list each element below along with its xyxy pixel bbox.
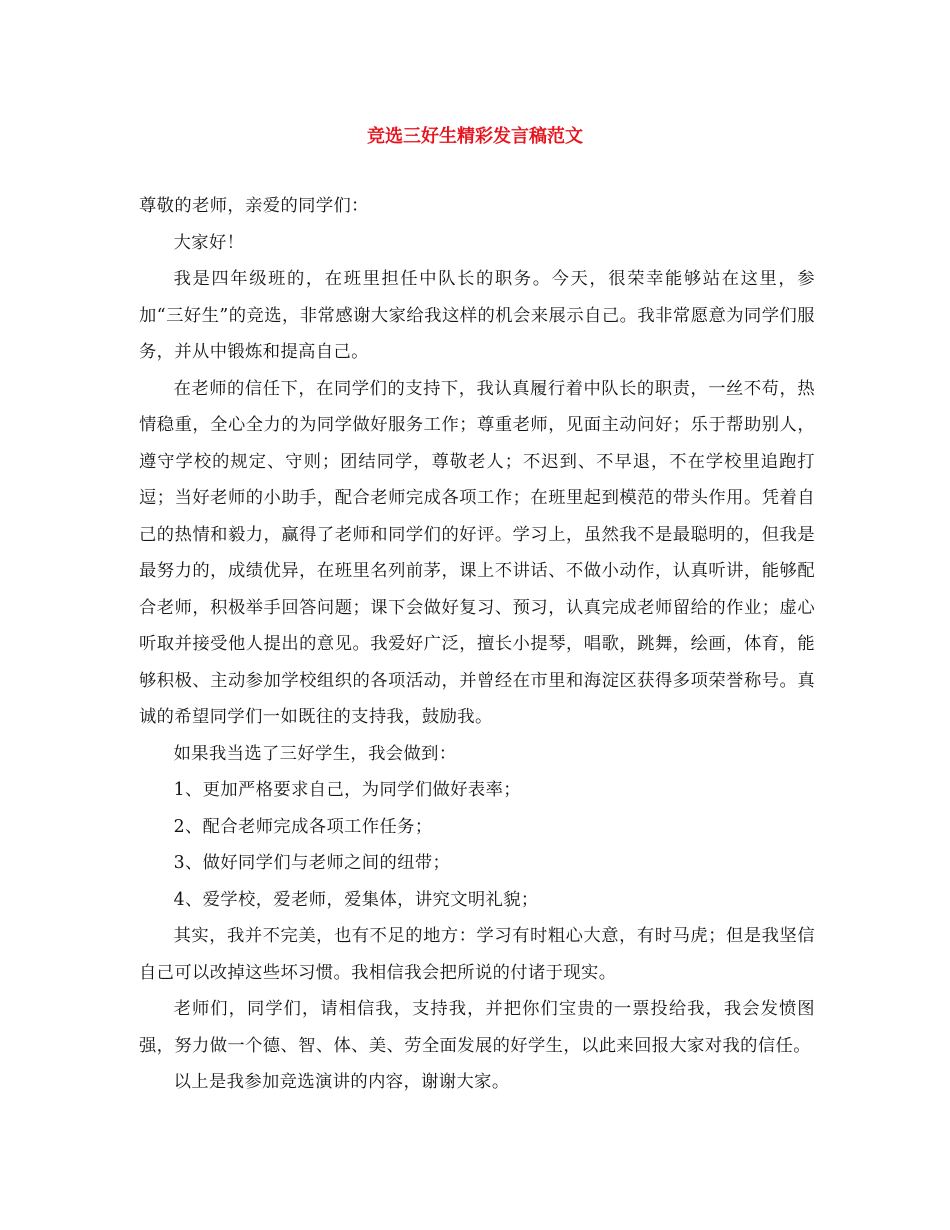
list-item-promise-2: 2、配合老师完成各项工作任务； <box>173 816 433 837</box>
paragraph-greeting: 大家好！ <box>173 232 245 253</box>
list-item-promise-3: 3、做好同学们与老师之间的纽带； <box>173 853 451 873</box>
paragraph-shortcomings: 其实，我并不完美，也有不足的地方：学习有时粗心大意，有时马虎；但是我坚信自己可以改掉这些坏习惯。我相信我会把所说的付诸于现实。 <box>139 926 815 983</box>
list-item-promise-1: 1、更加严格要求自己，为同学们做好表率； <box>173 780 521 800</box>
document-title: 竞选三好生精彩发言稿范文 <box>367 126 583 147</box>
salutation: 尊敬的老师，亲爱的同学们： <box>139 196 369 216</box>
paragraph-appeal: 老师们，同学们，请相信我，支持我，并把你们宝贵的一票投给我，我会发愤图强，努力做一个德、智、体、美、劳全面发展的好学生，以此来回报大家对我的信任。 <box>139 999 815 1056</box>
paragraph-introduction: 我是四年级班的，在班里担任中队长的职务。今天，很荣幸能够站在这里，参加“三好生”的竞选，非常感谢大家给我这样的机会来展示自己。我非常愿意为同学们服务，并从中锻炼和提高自己。 <box>139 269 815 362</box>
paragraph-achievements: 在老师的信任下，在同学们的支持下，我认真履行着中队长的职责，一丝不苟，热情稳重，全心全力的为同学做好服务工作；尊重老师，见面主动问好；乐于帮助别人，遵守学校的规定、守则；团结同学，尊敬老人；不迟到、不早退，不在学校里追跑打逗；当好老师的小助手，配合老师完成各项工作；在班里起到模范的带头作用。凭着自己的热情和毅力，赢得了老师和同学们的好评。学习上，虽然我不是最聪明的，但我是最努力的，成绩优异，在班里名列前茅，课上不讲话、不做小动作，认真听讲，能够配合老师，积极举手回答问题；课下会做好复习、预习，认真完成老师留给的作业；虚心听取并接受他人提出的意见。我爱好广泛，擅长小提琴，唱歌，跳舞，绘画，体育，能够积极、主动参加学校组织的各项活动，并曾经在市里和海淀区获得多项荣誉称号。真诚的希望同学们一如既往的支持我，鼓励我。 <box>139 378 815 727</box>
list-item-promise-4: 4、爱学校，爱老师，爱集体，讲究文明礼貌； <box>173 889 539 910</box>
paragraph-promise-intro: 如果我当选了三好学生，我会做到： <box>173 743 457 764</box>
document-body <box>139 188 815 1101</box>
paragraph-closing: 以上是我参加竞选演讲的内容，谢谢大家。 <box>173 1072 510 1092</box>
